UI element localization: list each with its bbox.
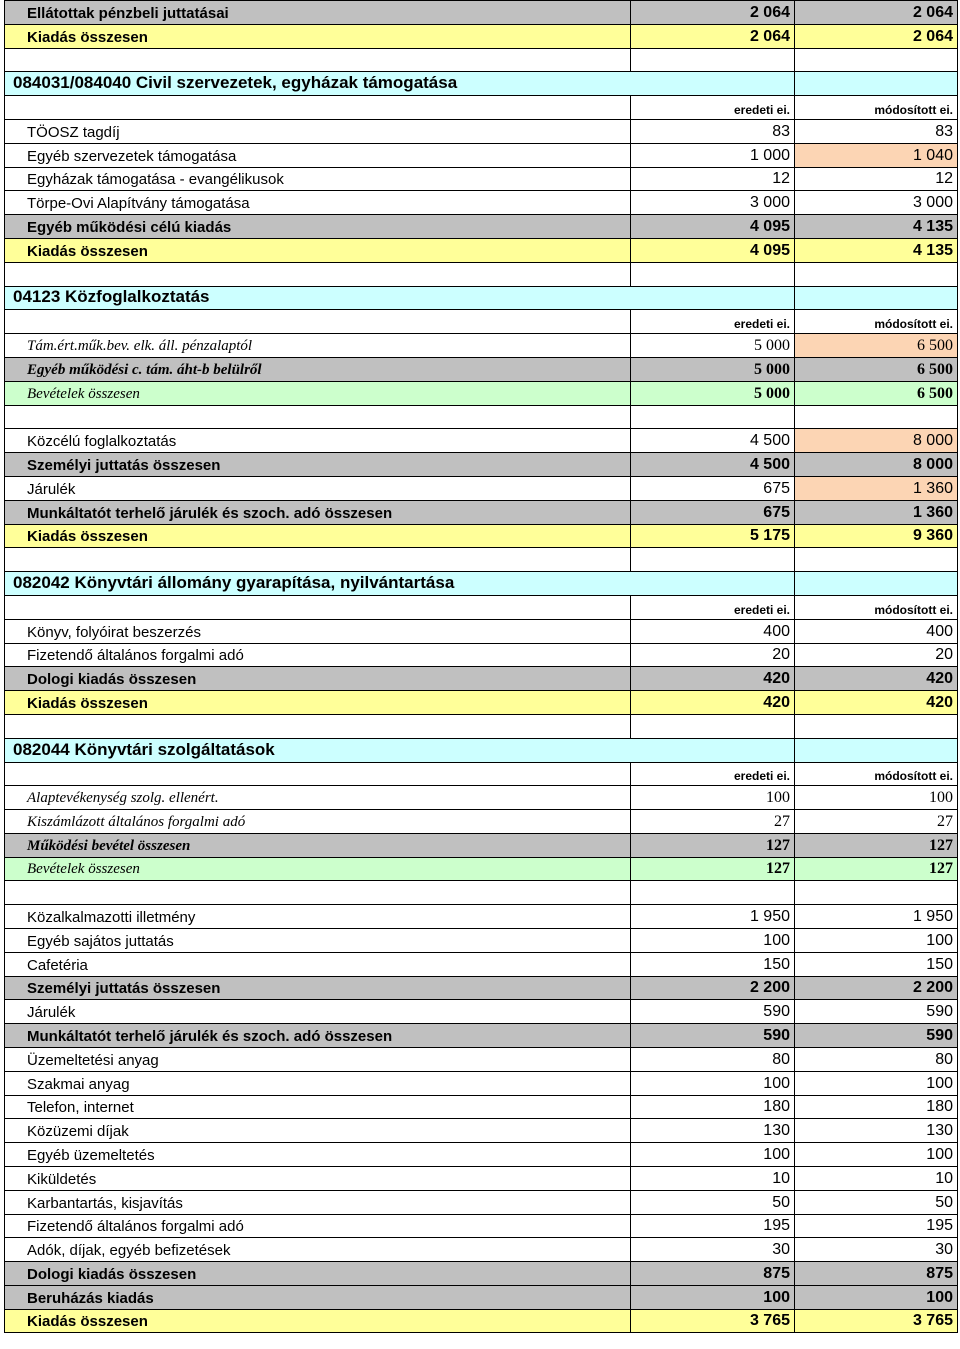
- table-row: [4, 1071, 958, 1095]
- original-budget-value: 5 000: [631, 334, 795, 357]
- column-header-row: [4, 595, 958, 619]
- table-row: [4, 381, 958, 405]
- row-label: Kiadás összesen: [5, 691, 631, 714]
- original-budget-value: 20: [631, 644, 795, 667]
- original-budget-value: 2 064: [631, 25, 795, 48]
- column-header-row: [4, 309, 958, 333]
- original-budget-value: 12: [631, 168, 795, 191]
- original-budget-value: [631, 548, 795, 571]
- original-budget-value: 590: [631, 1000, 795, 1023]
- row-label: Kiadás összesen: [5, 525, 631, 548]
- row-label: Telefon, internet: [5, 1096, 631, 1119]
- table-row: [4, 1285, 958, 1309]
- row-label: [5, 596, 631, 619]
- row-label: Járulék: [5, 1000, 631, 1023]
- table-row: [4, 1118, 958, 1142]
- modified-budget-value: 100: [929, 789, 953, 807]
- row-label: Karbantartás, kisjavítás: [5, 1191, 631, 1214]
- modified-budget-value: 20: [935, 646, 953, 664]
- section-row: [4, 738, 958, 762]
- row-label: Személyi juttatás összesen: [5, 453, 631, 476]
- row-label: TÖOSZ tagdíj: [5, 120, 631, 143]
- modified-budget-value: 180: [926, 1098, 953, 1116]
- modified-budget-value: 12: [935, 170, 953, 188]
- section-title: 082042 Könyvtári állomány gyarapítása, nyilvántartása: [13, 572, 455, 592]
- modified-budget-value: 6 500: [917, 384, 953, 402]
- original-budget-value: 100: [631, 1143, 795, 1166]
- row-label: Beruházás kiadás: [5, 1286, 631, 1309]
- row-label: [5, 49, 631, 72]
- row-label: Egyéb szervezetek támogatása: [5, 144, 631, 167]
- original-budget-value: [631, 287, 795, 310]
- row-label: Dologi kiadás összesen: [5, 1262, 631, 1285]
- row-label: Fizetendő általános forgalmi adó: [5, 1215, 631, 1238]
- modified-budget-value: 3 000: [912, 194, 953, 212]
- modified-budget-value: 150: [926, 955, 953, 973]
- section-title: 084031/084040 Civil szervezetek, egyházak támogatása: [13, 73, 458, 93]
- original-budget-value: 675: [631, 501, 795, 524]
- modified-budget-value: 100: [926, 1288, 953, 1306]
- original-budget-value: 3 000: [631, 191, 795, 214]
- modified-budget-value: 590: [926, 1003, 953, 1021]
- modified-budget-value: 27: [937, 812, 953, 830]
- row-label: [5, 96, 631, 119]
- modified-budget-value: 3 765: [912, 1311, 953, 1329]
- modified-budget-value: [795, 263, 957, 286]
- header-original-budget: eredeti ei.: [631, 763, 795, 786]
- original-budget-value: 30: [631, 1238, 795, 1261]
- row-label: [5, 763, 631, 786]
- original-budget-value: 4 500: [631, 429, 795, 452]
- table-row: [4, 857, 958, 881]
- original-budget-value: [631, 406, 795, 429]
- modified-budget-value: [795, 548, 957, 571]
- modified-budget-value: 4 135: [912, 217, 953, 235]
- original-budget-value: 4 500: [631, 453, 795, 476]
- spacer-row: [4, 262, 958, 286]
- modified-budget-value: 30: [935, 1241, 953, 1259]
- modified-budget-value: 8 000: [795, 429, 957, 452]
- header-original-budget: eredeti ei.: [631, 310, 795, 333]
- row-label: Dologi kiadás összesen: [5, 667, 631, 690]
- column-header-row: [4, 762, 958, 786]
- row-label: Közalkalmazotti illetmény: [5, 905, 631, 928]
- original-budget-value: 1 950: [631, 905, 795, 928]
- table-row: [4, 428, 958, 452]
- original-budget-value: 130: [631, 1119, 795, 1142]
- modified-budget-value: 420: [926, 670, 953, 688]
- original-budget-value: 2 064: [631, 1, 795, 24]
- original-budget-value: 100: [631, 786, 795, 809]
- table-row: [4, 524, 958, 548]
- original-budget-value: 1 000: [631, 144, 795, 167]
- table-row: [4, 833, 958, 857]
- row-label: Egyéb működési c. tám. áht-b belülről: [5, 358, 631, 381]
- row-label: Alaptevékenység szolg. ellenért.: [5, 786, 631, 809]
- modified-budget-value: 6 500: [917, 360, 953, 378]
- row-label: [5, 881, 631, 904]
- table-row: [4, 143, 958, 167]
- table-row: [4, 1095, 958, 1119]
- spacer-row: [4, 547, 958, 571]
- modified-budget-value: 10: [935, 1169, 953, 1187]
- modified-budget-value: 100: [926, 1146, 953, 1164]
- table-row: [4, 785, 958, 809]
- modified-budget-value: 1 360: [795, 477, 957, 500]
- original-budget-value: 400: [631, 620, 795, 643]
- row-label: Fizetendő általános forgalmi adó: [5, 644, 631, 667]
- modified-budget-value: 83: [935, 122, 953, 140]
- table-row: [4, 619, 958, 643]
- original-budget-value: 675: [631, 477, 795, 500]
- modified-budget-value: 1 040: [795, 144, 957, 167]
- modified-budget-value: [795, 715, 957, 738]
- table-row: [4, 999, 958, 1023]
- original-budget-value: [631, 72, 795, 95]
- row-label: Bevételek összesen: [5, 858, 631, 881]
- original-budget-value: 2 200: [631, 977, 795, 1000]
- table-row: [4, 952, 958, 976]
- row-label: Szakmai anyag: [5, 1072, 631, 1095]
- row-label: Kiadás összesen: [5, 25, 631, 48]
- original-budget-value: [631, 49, 795, 72]
- table-row: [4, 976, 958, 1000]
- table-row: [4, 1166, 958, 1190]
- modified-budget-value: 2 200: [912, 979, 953, 997]
- modified-budget-value: 9 360: [912, 527, 953, 545]
- section-title: 04123 Közfoglalkoztatás: [13, 287, 210, 307]
- modified-budget-value: 590: [926, 1027, 953, 1045]
- row-label: [5, 548, 631, 571]
- row-label: Ellátottak pénzbeli juttatásai: [5, 1, 631, 24]
- original-budget-value: 10: [631, 1167, 795, 1190]
- table-row: [4, 452, 958, 476]
- original-budget-value: [631, 739, 795, 762]
- table-row: [4, 357, 958, 381]
- original-budget-value: 590: [631, 1024, 795, 1047]
- table-row: [4, 904, 958, 928]
- table-row: [4, 333, 958, 357]
- row-label: Közcélú foglalkoztatás: [5, 429, 631, 452]
- row-label: Személyi juttatás összesen: [5, 977, 631, 1000]
- original-budget-value: 150: [631, 953, 795, 976]
- modified-budget-value: 2 064: [912, 3, 953, 21]
- modified-budget-value: [795, 287, 957, 310]
- table-row: [4, 500, 958, 524]
- original-budget-value: 50: [631, 1191, 795, 1214]
- header-original-budget: eredeti ei.: [631, 596, 795, 619]
- row-label: Egyházak támogatása - evangélikusok: [5, 168, 631, 191]
- row-label: Üzemeltetési anyag: [5, 1048, 631, 1071]
- row-label: Kiadás összesen: [5, 1310, 631, 1332]
- original-budget-value: 420: [631, 691, 795, 714]
- modified-budget-value: [795, 49, 957, 72]
- row-label: Közüzemi díjak: [5, 1119, 631, 1142]
- header-original-budget: eredeti ei.: [631, 96, 795, 119]
- spacer-row: [4, 405, 958, 429]
- table-row: [4, 214, 958, 238]
- original-budget-value: 4 095: [631, 215, 795, 238]
- section-row: [4, 71, 958, 95]
- table-row: [4, 643, 958, 667]
- modified-budget-value: 100: [926, 931, 953, 949]
- spacer-row: [4, 714, 958, 738]
- modified-budget-value: [795, 881, 957, 904]
- modified-budget-value: 8 000: [912, 455, 953, 473]
- original-budget-value: 5 175: [631, 525, 795, 548]
- section-row: [4, 286, 958, 310]
- table-row: [4, 928, 958, 952]
- original-budget-value: 420: [631, 667, 795, 690]
- row-label: Kiküldetés: [5, 1167, 631, 1190]
- row-label: Kiszámlázott általános forgalmi adó: [5, 810, 631, 833]
- original-budget-value: 3 765: [631, 1310, 795, 1332]
- table-row: [4, 690, 958, 714]
- modified-budget-value: 127: [929, 836, 953, 854]
- table-row: [4, 167, 958, 191]
- column-header-row: [4, 95, 958, 119]
- row-label: Kiadás összesen: [5, 239, 631, 262]
- table-row: [4, 1142, 958, 1166]
- original-budget-value: 27: [631, 810, 795, 833]
- row-label: Tám.ért.műk.bev. elk. áll. pénzalaptól: [5, 334, 631, 357]
- table-row: [4, 1214, 958, 1238]
- spacer-row: [4, 880, 958, 904]
- original-budget-value: 195: [631, 1215, 795, 1238]
- row-label: Bevételek összesen: [5, 382, 631, 405]
- modified-budget-value: 80: [935, 1050, 953, 1068]
- header-modified-budget: módosított ei.: [874, 769, 953, 784]
- row-label: Működési bevétel összesen: [5, 834, 631, 857]
- modified-budget-value: 1 360: [912, 503, 953, 521]
- original-budget-value: 83: [631, 120, 795, 143]
- row-label: Könyv, folyóirat beszerzés: [5, 620, 631, 643]
- header-modified-budget: módosított ei.: [874, 102, 953, 117]
- table-row: [4, 476, 958, 500]
- original-budget-value: 127: [631, 858, 795, 881]
- table-row: [4, 1190, 958, 1214]
- original-budget-value: 127: [631, 834, 795, 857]
- original-budget-value: 5 000: [631, 358, 795, 381]
- row-label: Törpe-Ovi Alapítvány támogatása: [5, 191, 631, 214]
- original-budget-value: 5 000: [631, 382, 795, 405]
- modified-budget-value: 6 500: [795, 334, 957, 357]
- table-row: [4, 809, 958, 833]
- modified-budget-value: 420: [926, 693, 953, 711]
- modified-budget-value: 2 064: [912, 27, 953, 45]
- row-label: [5, 310, 631, 333]
- table-row: [4, 1023, 958, 1047]
- table-row: [4, 119, 958, 143]
- row-label: Munkáltatót terhelő járulék és szoch. adó összesen: [5, 501, 631, 524]
- table-row: [4, 1309, 958, 1333]
- original-budget-value: 875: [631, 1262, 795, 1285]
- row-label: Cafetéria: [5, 953, 631, 976]
- row-label: Egyéb üzemeltetés: [5, 1143, 631, 1166]
- row-label: [5, 263, 631, 286]
- budget-sheet: [4, 0, 958, 1333]
- modified-budget-value: 127: [929, 860, 953, 878]
- original-budget-value: [631, 263, 795, 286]
- table-row: [4, 666, 958, 690]
- modified-budget-value: 130: [926, 1122, 953, 1140]
- original-budget-value: 100: [631, 929, 795, 952]
- original-budget-value: 180: [631, 1096, 795, 1119]
- modified-budget-value: 195: [926, 1217, 953, 1235]
- modified-budget-value: [795, 572, 957, 595]
- table-row: [4, 1047, 958, 1071]
- original-budget-value: [631, 881, 795, 904]
- table-row: [4, 190, 958, 214]
- modified-budget-value: 100: [926, 1074, 953, 1092]
- modified-budget-value: 50: [935, 1193, 953, 1211]
- original-budget-value: 100: [631, 1072, 795, 1095]
- modified-budget-value: [795, 739, 957, 762]
- row-label: Munkáltatót terhelő járulék és szoch. adó összesen: [5, 1024, 631, 1047]
- section-row: [4, 571, 958, 595]
- table-row: [4, 24, 958, 48]
- table-row: [4, 1237, 958, 1261]
- row-label: Egyéb működési célú kiadás: [5, 215, 631, 238]
- modified-budget-value: 875: [926, 1265, 953, 1283]
- modified-budget-value: 1 950: [912, 908, 953, 926]
- modified-budget-value: [795, 72, 957, 95]
- row-label: Egyéb sajátos juttatás: [5, 929, 631, 952]
- row-label: Járulék: [5, 477, 631, 500]
- original-budget-value: [631, 715, 795, 738]
- section-title: 082044 Könyvtári szolgáltatások: [13, 739, 275, 759]
- modified-budget-value: 400: [926, 622, 953, 640]
- row-label: [5, 715, 631, 738]
- spacer-row: [4, 48, 958, 72]
- original-budget-value: 80: [631, 1048, 795, 1071]
- original-budget-value: 4 095: [631, 239, 795, 262]
- original-budget-value: [631, 572, 795, 595]
- row-label: [5, 406, 631, 429]
- table-row: [4, 238, 958, 262]
- modified-budget-value: [795, 406, 957, 429]
- header-modified-budget: módosított ei.: [874, 602, 953, 617]
- original-budget-value: 100: [631, 1286, 795, 1309]
- modified-budget-value: 4 135: [912, 241, 953, 259]
- table-row: [4, 0, 958, 24]
- row-label: Adók, díjak, egyéb befizetések: [5, 1238, 631, 1261]
- table-row: [4, 1261, 958, 1285]
- header-modified-budget: módosított ei.: [874, 317, 953, 332]
